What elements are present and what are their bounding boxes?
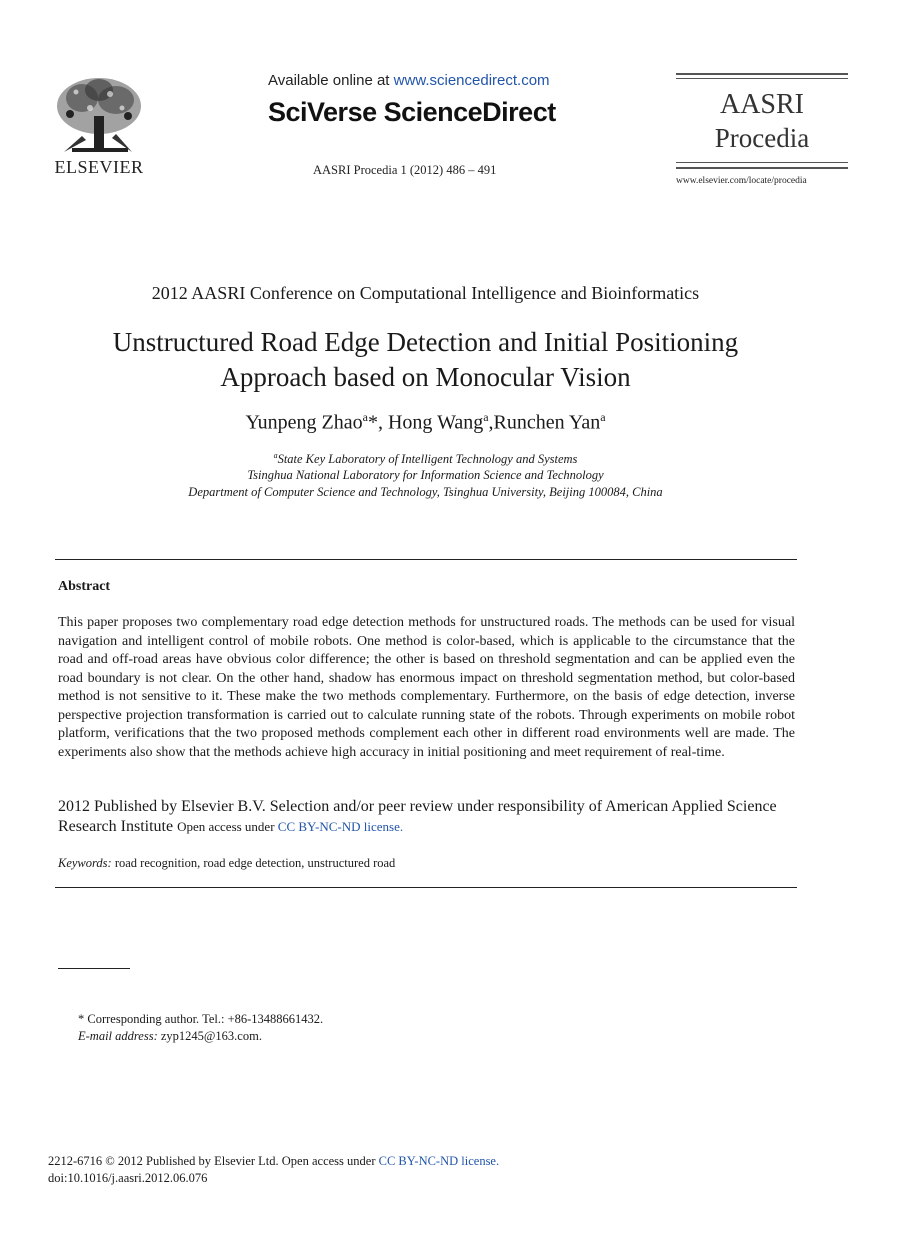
affiliation-text: State Key Laboratory of Intelligent Technology and Systems — [277, 452, 578, 467]
journal-url[interactable]: www.elsevier.com/locate/procedia — [676, 176, 807, 186]
abstract-heading: Abstract — [58, 579, 111, 594]
platform-title: SciVerse ScienceDirect — [268, 97, 556, 127]
tree-icon — [52, 74, 146, 158]
affiliation-line3: Department of Computer Science and Technology, Tsinghua University, Beijing 100084, China — [188, 485, 663, 499]
paper-title — [0, 325, 851, 395]
license-link[interactable]: CC BY-NC-ND license. — [277, 819, 404, 834]
author-affil-sup: a — [362, 410, 368, 424]
available-online — [268, 72, 550, 89]
author-affil-sup: a — [600, 410, 606, 424]
paper-title-line2: Approach based on Monocular Vision — [220, 362, 631, 392]
keywords-label: Keywords: — [58, 856, 112, 870]
email-address — [78, 1029, 262, 1044]
affiliation-line1 — [0, 451, 851, 467]
affiliation-sup: a — [273, 451, 278, 460]
author-name: Hong Wang — [387, 411, 484, 434]
email-value[interactable]: zyp1245@163.com. — [157, 1029, 262, 1043]
author-list — [0, 410, 851, 435]
author-separator: , — [488, 411, 494, 434]
open-access-prefix: Open access under — [177, 819, 278, 834]
available-online-prefix: Available online at — [268, 72, 394, 89]
corresponding-author: * Corresponding author. Tel.: +86-13488661432. — [78, 1012, 324, 1026]
paper-title-line1: Unstructured Road Edge Detection and Initial Positioning — [112, 327, 739, 357]
copyright-line — [48, 1154, 499, 1169]
email-label: E-mail address: — [78, 1029, 158, 1043]
copyright-text: 2212-6716 © 2012 Published by Elsevier Ltd. Open access under — [48, 1154, 379, 1168]
footer-license-link[interactable]: CC BY-NC-ND license. — [378, 1154, 500, 1168]
journal-logo — [676, 73, 848, 173]
author-name: Runchen Yan — [493, 411, 601, 434]
journal-reference: AASRI Procedia 1 (2012) 486 – 491 — [313, 163, 497, 177]
keywords-text: road recognition, road edge detection, unstructured road — [111, 856, 396, 870]
published-statement — [58, 797, 795, 837]
abstract-body: This paper proposes two complementary road edge detection methods for unstructured roads. The methods can be used for visual navigation and intelligent control of mobile robots. One method is color-based, which is applicable to the circumstance that the road and off-road areas have obvious color difference; the other is based on threshold segmentation and can be applied even the road boundary is not clear. On the other hand, shadow has enormous impact on threshold segmentation method, but color-based method is not sensitive to it. These make the two methods complementary. Furthermore, on the basis of edge detection, inverse perspective projection transformation is carried out to calculate running state of the robots. Through experiments on mobile robot platform, verifications that the two proposed methods complement each other in different road environments well are made. The experiments also show that the methods achieve high accuracy in initial positioning and meet requirement of real-time. — [58, 615, 795, 760]
affiliation-line2: Tsinghua National Laboratory for Information Science and Technology — [247, 468, 604, 482]
divider-bottom — [55, 887, 797, 888]
published-text: 2012 Published by Elsevier B.V. Selection and/or peer review under responsibility of American Applied Science Research Institute — [58, 798, 777, 835]
keywords — [58, 856, 395, 871]
sciencedirect-link[interactable]: www.sciencedirect.com — [393, 72, 550, 89]
author-separator: , — [377, 411, 388, 434]
author-affil-sup: a — [483, 410, 489, 424]
conference-name: 2012 AASRI Conference on Computational Intelligence and Bioinformatics — [151, 283, 700, 303]
publisher-logo-text: ELSEVIER — [54, 157, 144, 177]
footnote-rule — [58, 968, 130, 969]
corresponding-mark: * — [367, 411, 378, 434]
journal-name-line2: Procedia — [714, 123, 810, 153]
divider-top — [55, 559, 797, 560]
doi[interactable]: doi:10.1016/j.aasri.2012.06.076 — [48, 1171, 208, 1185]
author-name: Yunpeng Zhao — [245, 411, 363, 434]
journal-name-line1: AASRI — [719, 89, 804, 120]
